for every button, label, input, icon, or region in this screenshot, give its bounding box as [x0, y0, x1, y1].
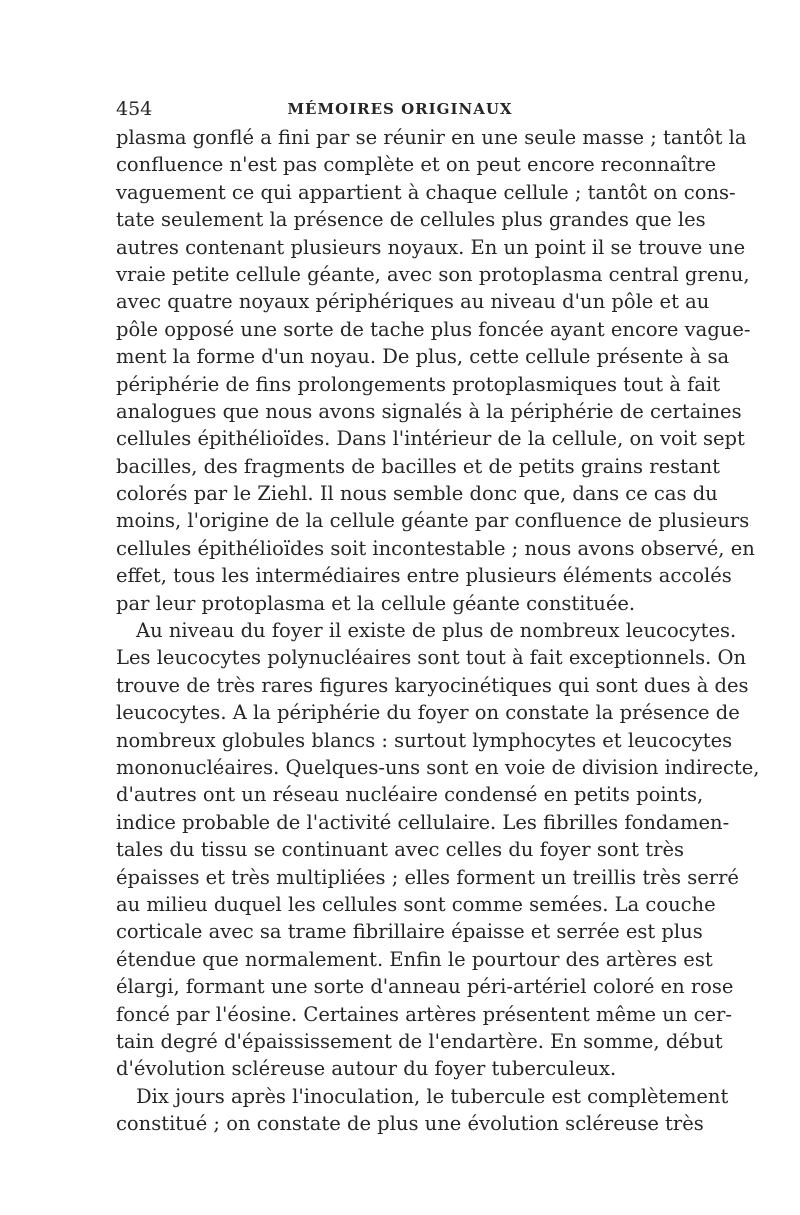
text-line: cellules épithélioïdes. Dans l'intérieur de la cellule, on voit sept [116, 427, 745, 451]
text-line: pôle opposé une sorte de tache plus foncée ayant encore vague- [116, 317, 751, 341]
text-line: d'évolution scléreuse autour du foyer tuberculeux. [116, 1057, 617, 1081]
text-line: élargi, formant une sorte d'anneau péri-artériel coloré en rose [116, 975, 734, 999]
text-line: foncé par l'éosine. Certaines artères présentent même un cer- [116, 1002, 732, 1026]
text-line: au milieu duquel les cellules sont comme semées. La couche [116, 892, 716, 916]
text-line: périphérie de fins prolongements protoplasmiques tout à fait [116, 372, 721, 396]
text-line: constitué ; on constate de plus une évolution scléreuse très [116, 1112, 704, 1136]
text-line: vraie petite cellule géante, avec son protoplasma central grenu, [116, 262, 750, 286]
text-line: tales du tissu se continuant avec celles du foyer sont très [116, 838, 684, 862]
text-line: trouve de très rares figures karyocinétiques qui sont dues à des [116, 673, 749, 697]
text-line: Les leucocytes polynucléaires sont tout à fait exceptionnels. On [116, 646, 747, 670]
text-line: tate seulement la présence de cellules plus grandes que les [116, 208, 706, 232]
text-line: Dix jours après l'inoculation, le tubercule est complètement [136, 1084, 729, 1108]
body-text [116, 124, 760, 1137]
text-line: par leur protoplasma et la cellule géante constituée. [116, 591, 636, 615]
text-line: confluence n'est pas complète et on peut encore reconnaître [116, 153, 717, 177]
text-line: effet, tous les intermédiaires entre plusieurs éléments accolés [116, 564, 732, 588]
text-line: mononucléaires. Quelques-uns sont en voie de division indirecte, [116, 755, 760, 779]
page-header [116, 96, 684, 122]
text-line: analogues que nous avons signalés à la périphérie de certaines [116, 399, 742, 423]
text-line: cellules épithélioïdes soit incontestable ; nous avons observé, en [116, 536, 755, 560]
text-line: ment la forme d'un noyau. De plus, cette cellule présente à sa [116, 345, 730, 369]
text-line: plasma gonflé a fini par se réunir en une seule masse ; tantôt la [116, 126, 747, 149]
text-line: leucocytes. A la périphérie du foyer on constate la présence de [116, 701, 740, 725]
text-line: Au niveau du foyer il existe de plus de nombreux leucocytes. [136, 619, 737, 643]
page-number: 454 [116, 98, 153, 120]
text-line: étendue que normalement. Enfin le pourtour des artères est [116, 947, 713, 971]
text-line: autres contenant plusieurs noyaux. En un point il se trouve une [116, 235, 746, 259]
text-line: colorés par le Ziehl. Il nous semble donc que, dans ce cas du [116, 482, 718, 506]
running-head: MÉMOIRES ORIGINAUX [287, 100, 513, 118]
text-line: épaisses et très multipliées ; elles forment un treillis très serré [116, 865, 739, 889]
text-line: indice probable de l'activité cellulaire. Les fibrilles fondamen- [116, 810, 730, 834]
text-line: bacilles, des fragments de bacilles et de petits grains restant [116, 454, 720, 478]
text-line: avec quatre noyaux périphériques au niveau d'un pôle et au [116, 290, 710, 314]
text-line: tain degré d'épaississement de l'endartère. En somme, début [116, 1029, 723, 1053]
text-line: d'autres ont un réseau nucléaire condensé en petits points, [116, 783, 704, 807]
text-line: corticale avec sa trame fibrillaire épaisse et serrée est plus [116, 920, 703, 944]
text-line: moins, l'origine de la cellule géante par confluence de plusieurs [116, 509, 750, 533]
text-line: nombreux globules blancs : surtout lymphocytes et leucocytes [116, 728, 733, 752]
text-line: vaguement ce qui appartient à chaque cellule ; tantôt on cons- [116, 180, 736, 204]
